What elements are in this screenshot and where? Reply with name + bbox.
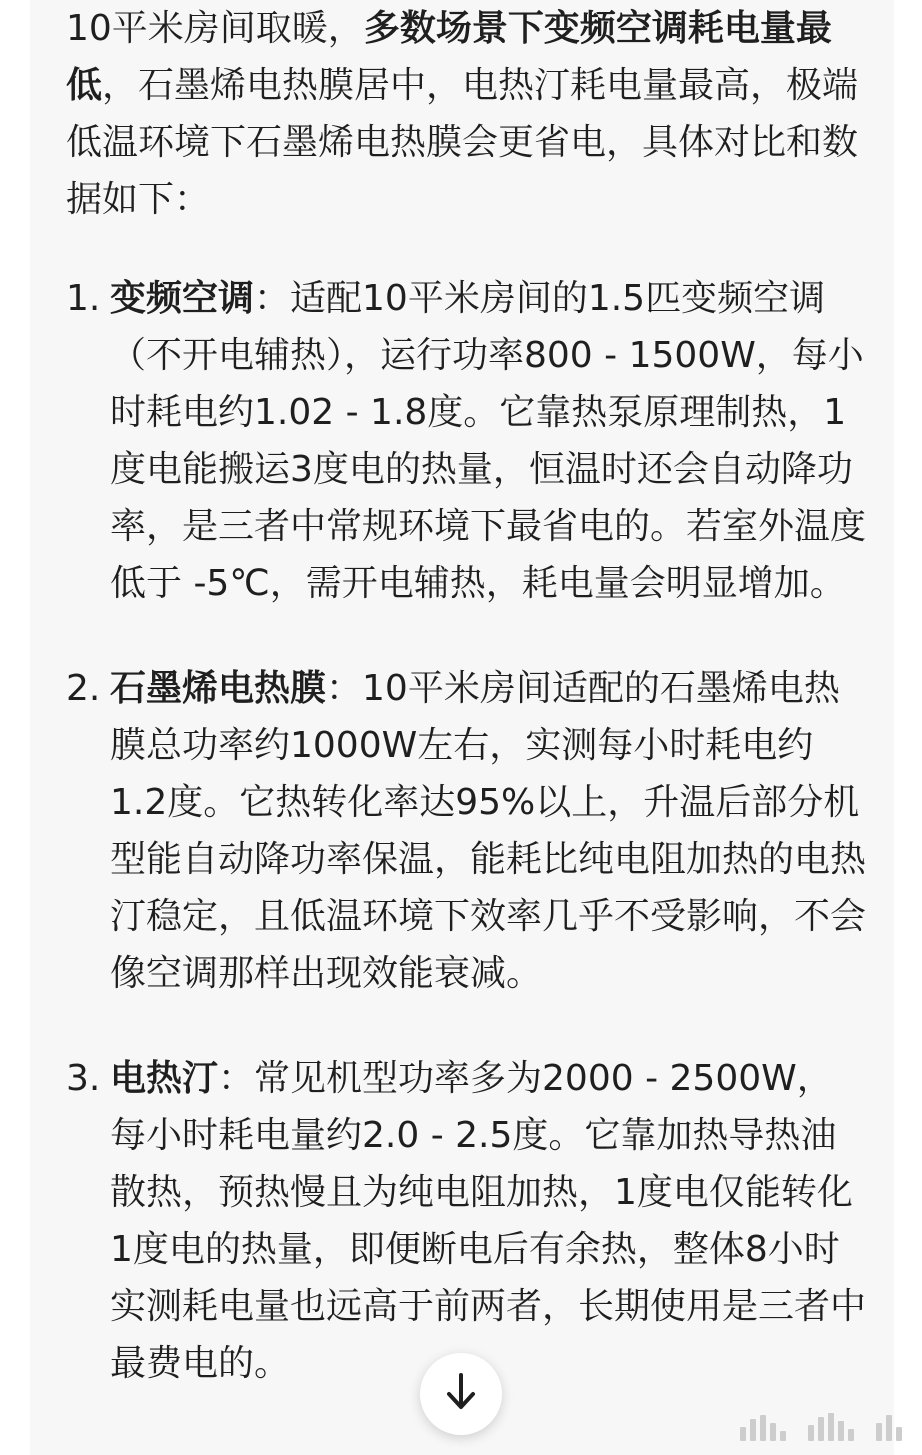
scroll-to-bottom-button[interactable] — [420, 1353, 502, 1435]
list-item-text: ：10平米房间适配的石墨烯电热膜总功率约1000W左右，实测每小时耗电约1.2度。它热转化率达95%以上，升温后部分机型能自动降功率保温，能耗比纯电阻加热的电热汀稳定，且低温环境下效率几乎不受影响，不会像空调那样出现效能衰减。 — [110, 668, 867, 994]
comparison-list — [66, 270, 866, 1440]
arrow-down-icon — [444, 1372, 478, 1416]
intro-paragraph — [66, 0, 866, 228]
list-item-title: 石墨烯电热膜 — [110, 668, 327, 709]
list-item — [66, 270, 866, 612]
answer-content — [66, 0, 867, 1384]
list-item-text: ：常见机型功率多为2000 - 2500W，每小时耗电量约2.0 - 2.5度。它靠加热导热油散热，预热慢且为纯电阻加热，1度电仅能转化1度电的热量，即便断电后有余热，整体8小时实测耗电量也远高于前两者，长期使用是三者中最费电的。 — [110, 1058, 867, 1384]
list-item-number: 1. — [66, 278, 101, 319]
list-item-title: 电热汀 — [110, 1058, 219, 1099]
intro-text-rest: ，石墨烯电热膜居中，电热汀耗电量最高，极端低温环境下石墨烯电热膜会更省电，具体对比和数据如下： — [66, 65, 859, 220]
list-item-number: 3. — [66, 1058, 101, 1099]
list-item-text: ：适配10平米房间的1.5匹变频空调（不开电辅热），运行功率800 - 1500W，每小时耗电约1.02 - 1.8度。它靠热泵原理制热，1度电能搬运3度电的热量，恒温时还会自动降功率，是三者中常规环境下最省电的。若室外温度低于 -5℃，需开电辅热，耗电量会明显增加。 — [110, 278, 867, 604]
intro-text-start: 10平米房间取暖， — [66, 8, 364, 49]
list-item — [66, 660, 866, 1002]
list-item — [66, 1050, 866, 1392]
intro-highlight: 多数场景下变频空调耗电量最低 — [66, 8, 832, 106]
list-item-title: 变频空调 — [110, 278, 255, 319]
bars-watermark-icon — [740, 1413, 910, 1441]
list-item-number: 2. — [66, 668, 101, 709]
